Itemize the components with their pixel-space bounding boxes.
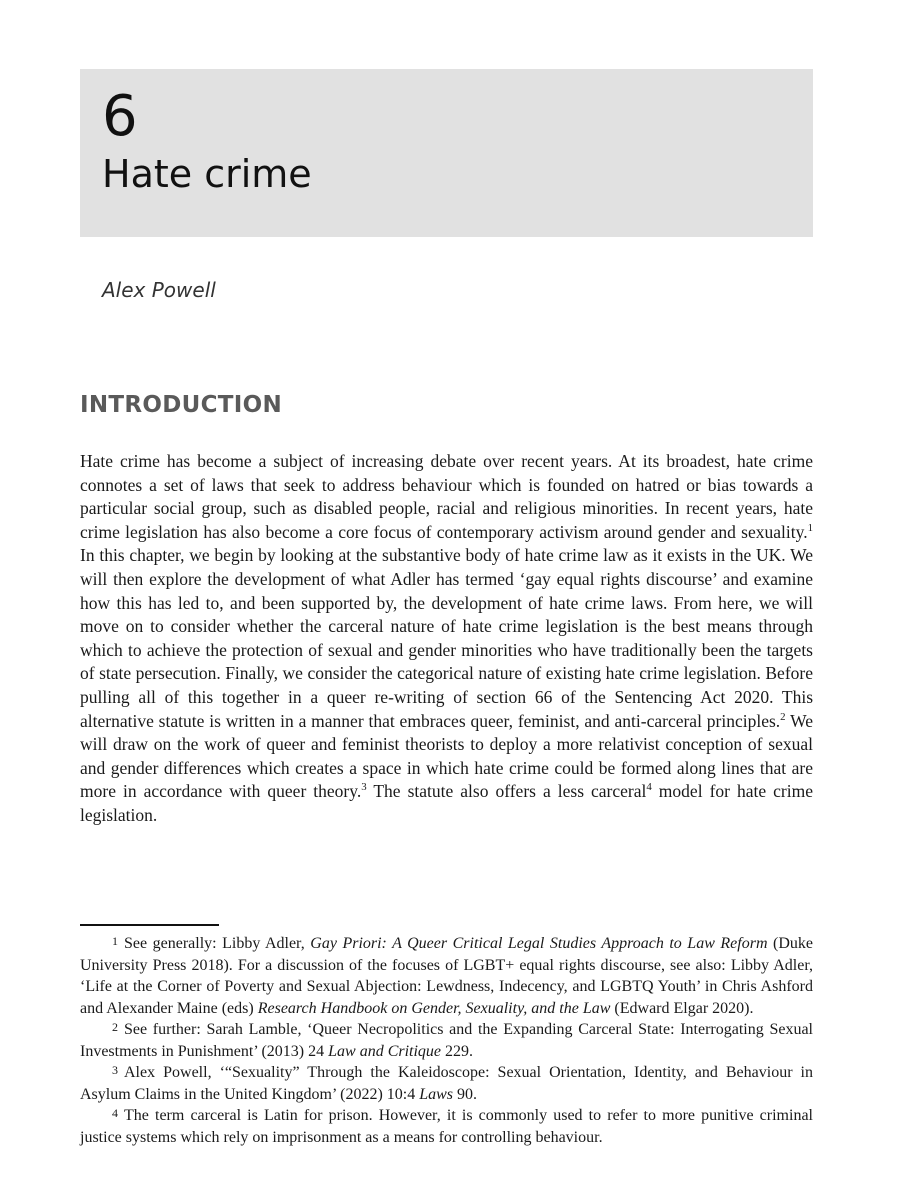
footnote-ref[interactable]: 4 [646, 781, 652, 794]
chapter-number: 6 [102, 84, 138, 149]
footnote-number: 2 [112, 1020, 118, 1034]
footnote-4 [80, 1105, 813, 1148]
body-text-part: The statute also offers a less carceral [366, 781, 647, 802]
footnote-text: 229. [441, 1042, 474, 1060]
body-text-part: We will draw on the work of queer and feminist theorists to deploy a more relativist conception of sexual and gender differences which creates a space in which hate crime could be formed along lines that are more in accordance with queer theory. [80, 710, 813, 802]
footnote-divider [80, 924, 219, 926]
footnote-1 [80, 933, 813, 1019]
footnote-ref[interactable]: 1 [807, 521, 813, 534]
body-text-part: model for hate crime legislation. [80, 781, 813, 825]
footnote-text: The term carceral is Latin for prison. However, it is commonly used to refer to more punitive criminal justice systems which rely on imprisonment as a means for controlling behaviour. [80, 1107, 813, 1146]
body-text-part: Hate crime has become a subject of increasing debate over recent years. At its broadest, hate crime connotes a set of laws that seek to address behaviour which is founded on hatred or bias towards a particular social group, such as disabled people, racial and religious minorities. In recent years, hate crime legislation has also become a core focus of contemporary activism around gender and sexuality. [80, 451, 813, 542]
footnote-text: 90. [453, 1085, 478, 1103]
footnote-3 [80, 1062, 813, 1105]
footnote-text: Alex Powell, ‘“Sexuality” Through the Kaleidoscope: Sexual Orientation, Identity, and Behaviour in Asylum Claims in the United Kingdom’ (2022) 10:4 [80, 1064, 813, 1103]
chapter-title: Hate crime [102, 152, 312, 196]
footnote-number: 4 [112, 1106, 118, 1120]
footnote-ref[interactable]: 2 [780, 710, 786, 723]
section-heading: INTRODUCTION [80, 392, 283, 418]
body-text-part: In this chapter, we begin by looking at the substantive body of hate crime law as it exists in the UK. We will then explore the development of what Adler has termed ‘gay equal rights discourse’ and examine how this has led to, and been supported by, the development of hate crime laws. From here, we will move on to consider whether the carceral nature of hate crime legislation is the best means through which to achieve the protection of sexual and gender minorities who have traditionally been the targets of state persecution. Finally, we consider the categorical nature of existing hate crime legislation. Before pulling all of this together in a queer re-writing of section 66 of the Sentencing Act 2020. This alternative statute is written in a manner that embraces queer, feminist, and anti-carceral principles. [80, 545, 813, 731]
footnote-text: (Duke University Press 2018). For a discussion of the focuses of LGBT+ equal rights discourse, see also: Libby Adler, ‘Life at the Corner of Poverty and Sexual Abjection: Lewdness, Indecency, and LGBTQ Youth’ in Chris Ashford and Alexander Maine (eds) [80, 935, 814, 1017]
footnote-number: 1 [112, 934, 118, 948]
footnote-text: See further: Sarah Lamble, ‘Queer Necropolitics and the Expanding Carceral State: Interrogating Sexual Investments in Punishment’ (2013) 24 [80, 1021, 813, 1060]
footnote-title: Research Handbook on Gender, Sexuality, and the Law [257, 999, 611, 1017]
footnote-number: 3 [112, 1063, 118, 1077]
footnote-2 [80, 1019, 813, 1062]
body-paragraph [80, 450, 813, 828]
footnote-text: See generally: Libby Adler, [124, 935, 311, 952]
footnote-text: (Edward Elgar 2020). [610, 999, 754, 1017]
footnote-title: Law and Critique [328, 1042, 442, 1060]
footnote-title: Laws [419, 1085, 454, 1103]
chapter-header [80, 69, 813, 237]
footnote-ref[interactable]: 3 [361, 781, 367, 794]
footnotes [80, 933, 813, 1148]
author-name: Alex Powell [102, 278, 216, 302]
footnote-title: Gay Priori: A Queer Critical Legal Studies Approach to Law Reform [310, 935, 768, 952]
